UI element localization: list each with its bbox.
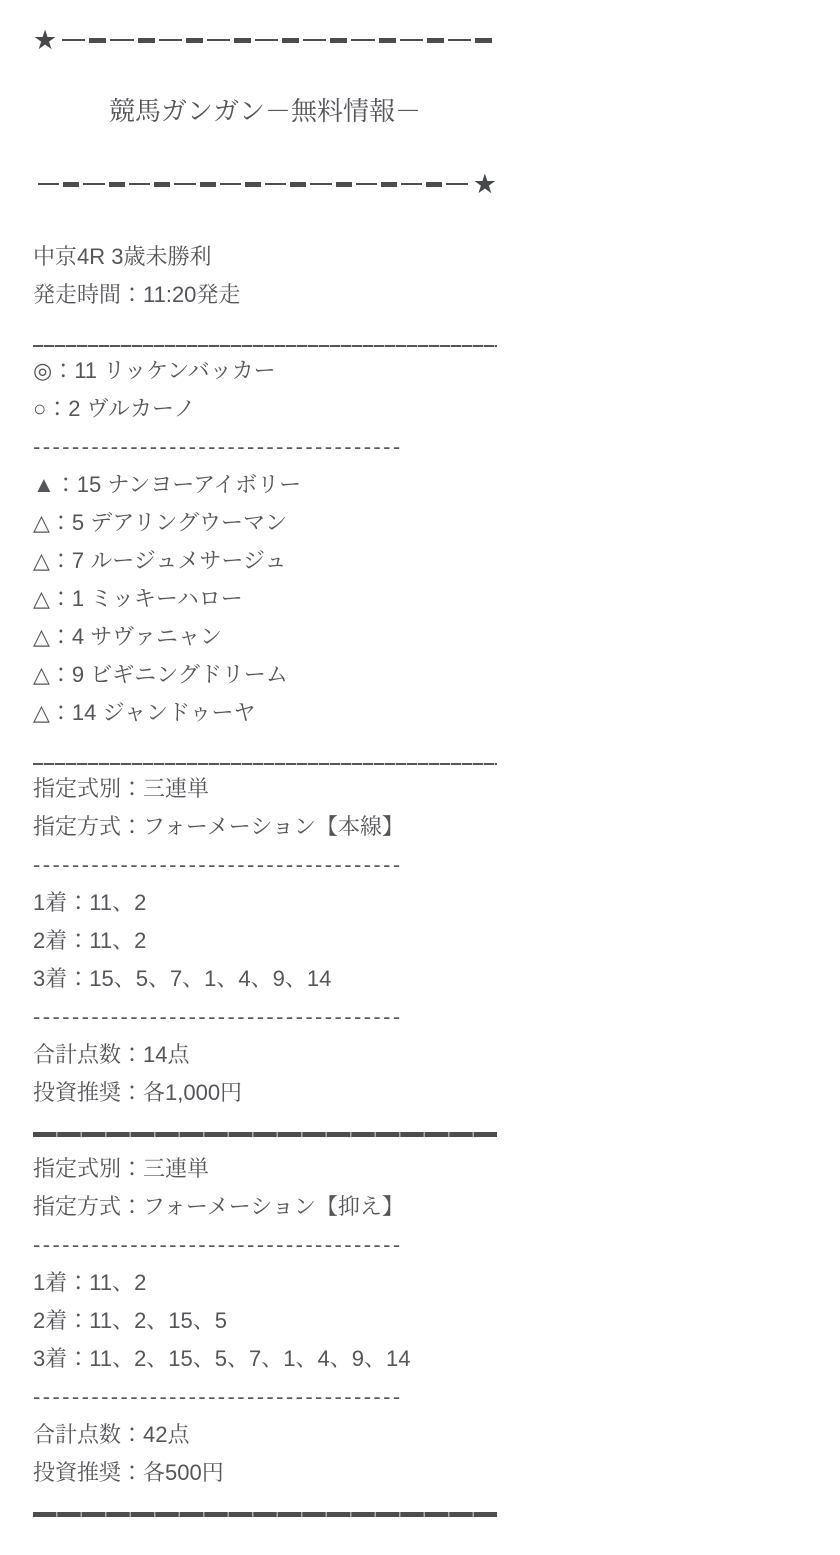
bet1-row-1st: 1着：11、2 (33, 890, 147, 915)
pick-renshita-4: △：4 サヴァニャン (33, 624, 223, 649)
race-start-time: 発走時間：11:20発走 (33, 282, 241, 307)
pick-honmei: ◎：11 リッケンバッカー (33, 358, 276, 383)
bet1-row-2nd: 2着：11、2 (33, 928, 147, 953)
star-icon: ★ (33, 25, 58, 55)
divider-thick-bar (33, 1132, 497, 1137)
race-info-block (33, 238, 497, 1530)
divider-thick-bar (33, 1512, 497, 1517)
divider-solid-bar (33, 763, 497, 765)
divider-dashed: -------------------------------------- (33, 1384, 403, 1409)
bet2-method: 指定方式：フォーメーション【抑え】 (33, 1194, 404, 1219)
header-divider-top (33, 25, 497, 55)
bet2-row-3rd: 3着：11、2、15、5、7、1、4、9、14 (33, 1346, 411, 1371)
divider-dashed: -------------------------------------- (33, 852, 403, 877)
header-divider-bottom (33, 169, 497, 199)
dash-pattern (62, 38, 492, 43)
star-icon: ★ (472, 169, 497, 199)
bet2-row-1st: 1着：11、2 (33, 1270, 147, 1295)
pick-tanana: ▲：15 ナンヨーアイボリー (33, 472, 302, 497)
bet1-method: 指定方式：フォーメーション【本線】 (33, 814, 404, 839)
bet1-type: 指定式別：三連単 (33, 776, 210, 801)
pick-renshita-1: △：5 デアリングウーマン (33, 510, 287, 535)
bet2-type: 指定式別：三連単 (33, 1156, 210, 1181)
pick-renshita-6: △：14 ジャンドゥーヤ (33, 700, 256, 725)
pick-renshita-3: △：1 ミッキーハロー (33, 586, 243, 611)
pick-taikou: ○：2 ヴルカーノ (33, 396, 196, 421)
free-info-sheet (33, 0, 497, 1530)
divider-solid-bar (33, 345, 497, 347)
divider-dashed: -------------------------------------- (33, 1232, 403, 1257)
divider-thick (33, 1492, 497, 1530)
bet2-row-2nd: 2着：11、2、15、5 (33, 1308, 228, 1333)
pick-renshita-2: △：7 ルージュメサージュ (33, 548, 287, 573)
page-title: 競馬ガンガン－無料情報－ (108, 96, 421, 126)
divider-dashed: -------------------------------------- (33, 1004, 403, 1029)
bet1-row-3rd: 3着：15、5、7、1、4、9、14 (33, 966, 332, 991)
divider-dashed: -------------------------------------- (33, 434, 403, 459)
bet1-total-points: 合計点数：14点 (33, 1042, 190, 1067)
bet2-investment: 投資推奨：各500円 (33, 1460, 224, 1485)
divider-thick (33, 1112, 497, 1150)
race-name: 中京4R 3歳未勝利 (33, 244, 212, 269)
divider-solid (33, 732, 497, 770)
divider-solid (33, 314, 497, 352)
bet2-total-points: 合計点数：42点 (33, 1422, 190, 1447)
pick-renshita-5: △：9 ビギニングドリーム (33, 662, 288, 687)
bet1-investment: 投資推奨：各1,000円 (33, 1080, 243, 1105)
dash-pattern (38, 182, 468, 187)
